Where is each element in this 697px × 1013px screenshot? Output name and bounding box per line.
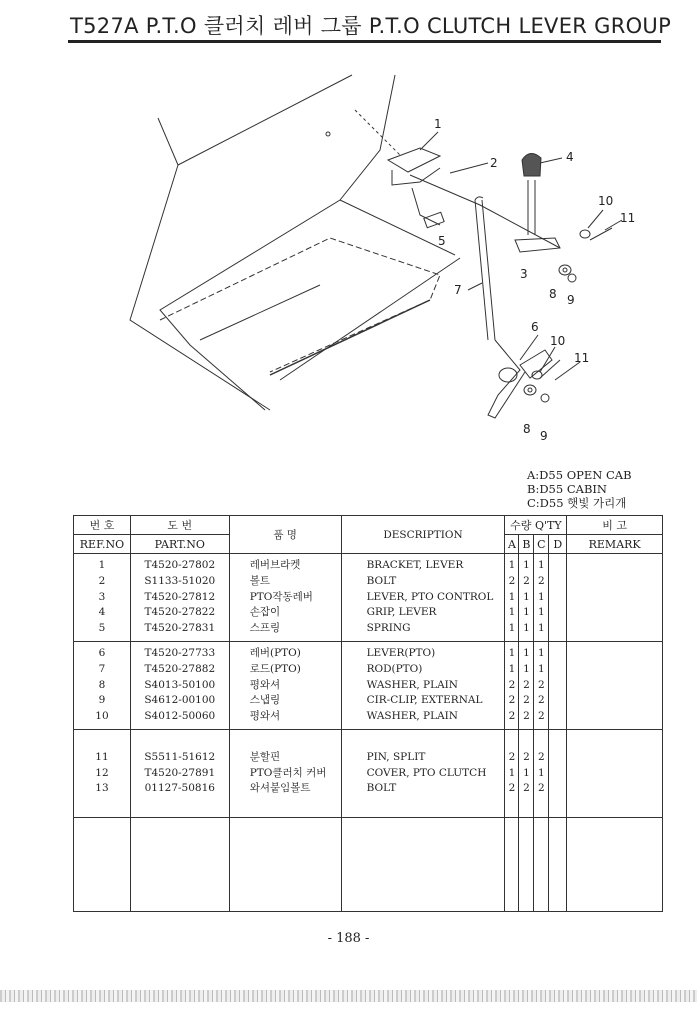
part-name-kr: PTO작동레버 <box>249 590 313 603</box>
lever-bracket-shape <box>388 148 440 172</box>
ref-no: 1 <box>98 559 106 571</box>
panel-edge-left <box>130 165 270 410</box>
qty-b: 2 <box>523 710 530 723</box>
callout-9b: 9 <box>540 429 548 443</box>
ref-cell <box>74 730 131 818</box>
description: BRACKET, LEVER <box>366 559 464 571</box>
qty-a: 2 <box>508 678 516 691</box>
callout-9: 9 <box>567 293 575 307</box>
part-name-kr: 손잡이 <box>249 606 281 619</box>
part-name-kr: 레버브라켓 <box>249 559 301 571</box>
part-name-kr: PTO클러치 커버 <box>249 766 327 779</box>
ref-no: 11 <box>95 750 109 763</box>
qty-b: 1 <box>523 606 530 619</box>
part-no: T4520-27822 <box>144 606 216 619</box>
name-cell <box>229 554 341 642</box>
callout-4: 4 <box>566 150 574 164</box>
header-col-b: B <box>519 535 534 554</box>
exploded-parts-diagram <box>0 0 697 460</box>
description: WASHER, PLAIN <box>366 710 458 723</box>
qty-b: 1 <box>523 662 530 675</box>
part-name-kr: 평와셔 <box>249 678 281 691</box>
qty-a: 1 <box>508 559 516 571</box>
qty-b-cell <box>519 730 534 818</box>
callout-2: 2 <box>490 156 498 170</box>
callout-11: 11 <box>620 211 636 225</box>
ref-no: 6 <box>98 647 106 659</box>
ref-no: 13 <box>95 782 109 795</box>
remark-cell <box>567 642 663 730</box>
callout-10: 10 <box>598 194 614 208</box>
description: LEVER, PTO CONTROL <box>366 590 494 603</box>
callout-1: 1 <box>434 117 442 131</box>
part-no: T4520-27733 <box>144 647 216 659</box>
qty-c: 2 <box>538 710 545 723</box>
qty-c: 1 <box>538 662 545 675</box>
qty-b: 2 <box>523 782 530 795</box>
name-cell <box>229 730 341 818</box>
callout-8: 8 <box>549 287 557 301</box>
qty-b-cell <box>519 642 534 730</box>
part-name-kr: 볼트 <box>249 574 270 587</box>
qty-c: 1 <box>538 622 545 635</box>
qty-d-cell <box>549 730 567 818</box>
grip-shape <box>522 153 541 176</box>
header-qty <box>505 516 567 535</box>
ref-no: 7 <box>98 662 106 675</box>
qty-c-cell <box>534 730 549 818</box>
qty-a: 1 <box>508 662 516 675</box>
part-no: S4013-50100 <box>144 678 216 691</box>
part-no: S4012-50060 <box>144 710 216 723</box>
ref-no: 4 <box>98 606 106 619</box>
ref-no: 3 <box>98 590 106 603</box>
qty-d-cell <box>549 554 567 642</box>
header-col-c: C <box>534 535 549 554</box>
qty-c: 2 <box>538 782 545 795</box>
qty-a-cell <box>505 730 519 818</box>
description: CIR-CLIP, EXTERNAL <box>366 694 483 707</box>
qty-a: 1 <box>508 590 516 603</box>
table-row-group-1 <box>74 554 663 642</box>
part-name-kr: 분할핀 <box>249 750 281 763</box>
desc-cell <box>341 730 505 818</box>
qty-a: 2 <box>508 782 516 795</box>
qty-c-cell <box>534 642 549 730</box>
qty-a: 1 <box>508 766 516 779</box>
parts-table <box>73 515 663 912</box>
description: LEVER(PTO) <box>366 647 436 659</box>
model-variants <box>527 468 632 510</box>
qty-c: 1 <box>538 647 545 659</box>
variant-b: B:D55 CABIN <box>527 482 607 496</box>
header-remark-en: REMARK <box>567 535 663 554</box>
part-name-kr: 와셔붙임볼트 <box>249 782 311 795</box>
part-no: 01127-50816 <box>144 782 215 795</box>
ref-no: 10 <box>95 710 109 723</box>
qty-b-cell <box>519 554 534 642</box>
scan-edge <box>0 990 697 1002</box>
variant-a: A:D55 OPEN CAB <box>527 468 632 482</box>
part-name-kr: 스프링 <box>249 622 281 635</box>
table-row-group-2 <box>74 642 663 730</box>
qty-a: 2 <box>508 750 516 763</box>
header-name-kr: 품 명 <box>229 516 341 554</box>
part-cell <box>130 730 229 818</box>
qty-c: 1 <box>538 766 545 779</box>
table-row-group-3 <box>74 730 663 818</box>
qty-a-cell <box>505 642 519 730</box>
remark-cell <box>567 554 663 642</box>
part-cell <box>130 554 229 642</box>
part-name-kr: 평와셔 <box>249 710 281 723</box>
qty-c: 2 <box>538 574 545 587</box>
header-remark-kr: 비 고 <box>567 516 663 535</box>
description: BOLT <box>366 574 397 587</box>
callout-3: 3 <box>520 267 528 281</box>
qty-a: 1 <box>508 647 516 659</box>
qty-c: 1 <box>538 606 545 619</box>
header-description: DESCRIPTION <box>341 516 505 554</box>
qty-a-cell <box>505 554 519 642</box>
qty-a: 1 <box>508 606 516 619</box>
variant-c: C:D55 햇빛 가리개 <box>527 496 627 510</box>
ref-no: 5 <box>98 622 106 635</box>
qty-b: 1 <box>523 590 530 603</box>
name-cell <box>229 642 341 730</box>
callout-7: 7 <box>454 283 462 297</box>
header-qty-kr: 수량 <box>510 519 532 532</box>
header-part-kr: 도 번 <box>130 516 229 535</box>
part-name-kr: 로드(PTO) <box>249 662 301 675</box>
ref-cell <box>74 642 131 730</box>
qty-a: 2 <box>508 694 516 707</box>
qty-c: 2 <box>538 694 545 707</box>
part-no: T4520-27891 <box>144 766 216 779</box>
qty-b: 2 <box>523 750 530 763</box>
qty-b: 1 <box>523 559 530 571</box>
qty-b: 1 <box>523 622 530 635</box>
qty-c: 2 <box>538 678 545 691</box>
part-no: S4612-00100 <box>144 694 216 707</box>
callout-11b: 11 <box>574 351 590 365</box>
part-no: T4520-27882 <box>144 662 216 675</box>
part-no: T4520-27812 <box>144 590 216 603</box>
ref-no: 2 <box>98 574 106 587</box>
part-name-kr: 스냅링 <box>249 694 281 707</box>
qty-c: 1 <box>538 590 545 603</box>
qty-c: 1 <box>538 559 545 571</box>
callout-6: 6 <box>531 320 539 334</box>
desc-cell <box>341 554 505 642</box>
qty-b: 2 <box>523 694 530 707</box>
qty-b: 2 <box>523 574 530 587</box>
qty-a: 1 <box>508 622 516 635</box>
description: SPRING <box>366 622 411 635</box>
description: GRIP, LEVER <box>366 606 437 619</box>
page-number: - 188 - <box>327 931 370 946</box>
ref-no: 12 <box>95 766 109 779</box>
callout-5: 5 <box>438 234 446 248</box>
part-no: S1133-51020 <box>144 574 216 587</box>
qty-d-cell <box>549 642 567 730</box>
description: BOLT <box>366 782 397 795</box>
callout-8b: 8 <box>523 422 531 436</box>
qty-a: 2 <box>508 710 516 723</box>
description: PIN, SPLIT <box>366 750 426 763</box>
part-cell <box>130 642 229 730</box>
part-no: S5511-51612 <box>144 750 216 763</box>
qty-b: 1 <box>523 647 530 659</box>
description: COVER, PTO CLUTCH <box>366 766 487 779</box>
ref-no: 9 <box>98 694 106 707</box>
remark-cell <box>567 730 663 818</box>
description: WASHER, PLAIN <box>366 678 458 691</box>
table-row-empty <box>74 818 663 912</box>
header-col-d: D <box>549 535 567 554</box>
qty-b: 2 <box>523 678 530 691</box>
panel-edge-top <box>158 75 352 165</box>
part-no: T4520-27831 <box>144 622 216 635</box>
qty-c: 2 <box>538 750 545 763</box>
desc-cell <box>341 642 505 730</box>
header-qty-en: Q'TY <box>534 519 562 532</box>
ref-no: 8 <box>98 678 106 691</box>
callout-10b: 10 <box>550 334 566 348</box>
header-ref-en: REF.NO <box>74 535 131 554</box>
header-col-a: A <box>505 535 519 554</box>
header-part-en: PART.NO <box>130 535 229 554</box>
qty-a: 2 <box>508 574 516 587</box>
ref-cell <box>74 554 131 642</box>
part-no: T4520-27802 <box>144 559 216 571</box>
header-ref-kr: 번 호 <box>74 516 131 535</box>
qty-c-cell <box>534 554 549 642</box>
page-title: T527A P.T.O 클러치 레버 그룹 P.T.O CLUTCH LEVER GROUP <box>70 14 672 38</box>
qty-b: 1 <box>523 766 530 779</box>
part-name-kr: 레버(PTO) <box>249 647 301 659</box>
description: ROD(PTO) <box>366 662 423 675</box>
